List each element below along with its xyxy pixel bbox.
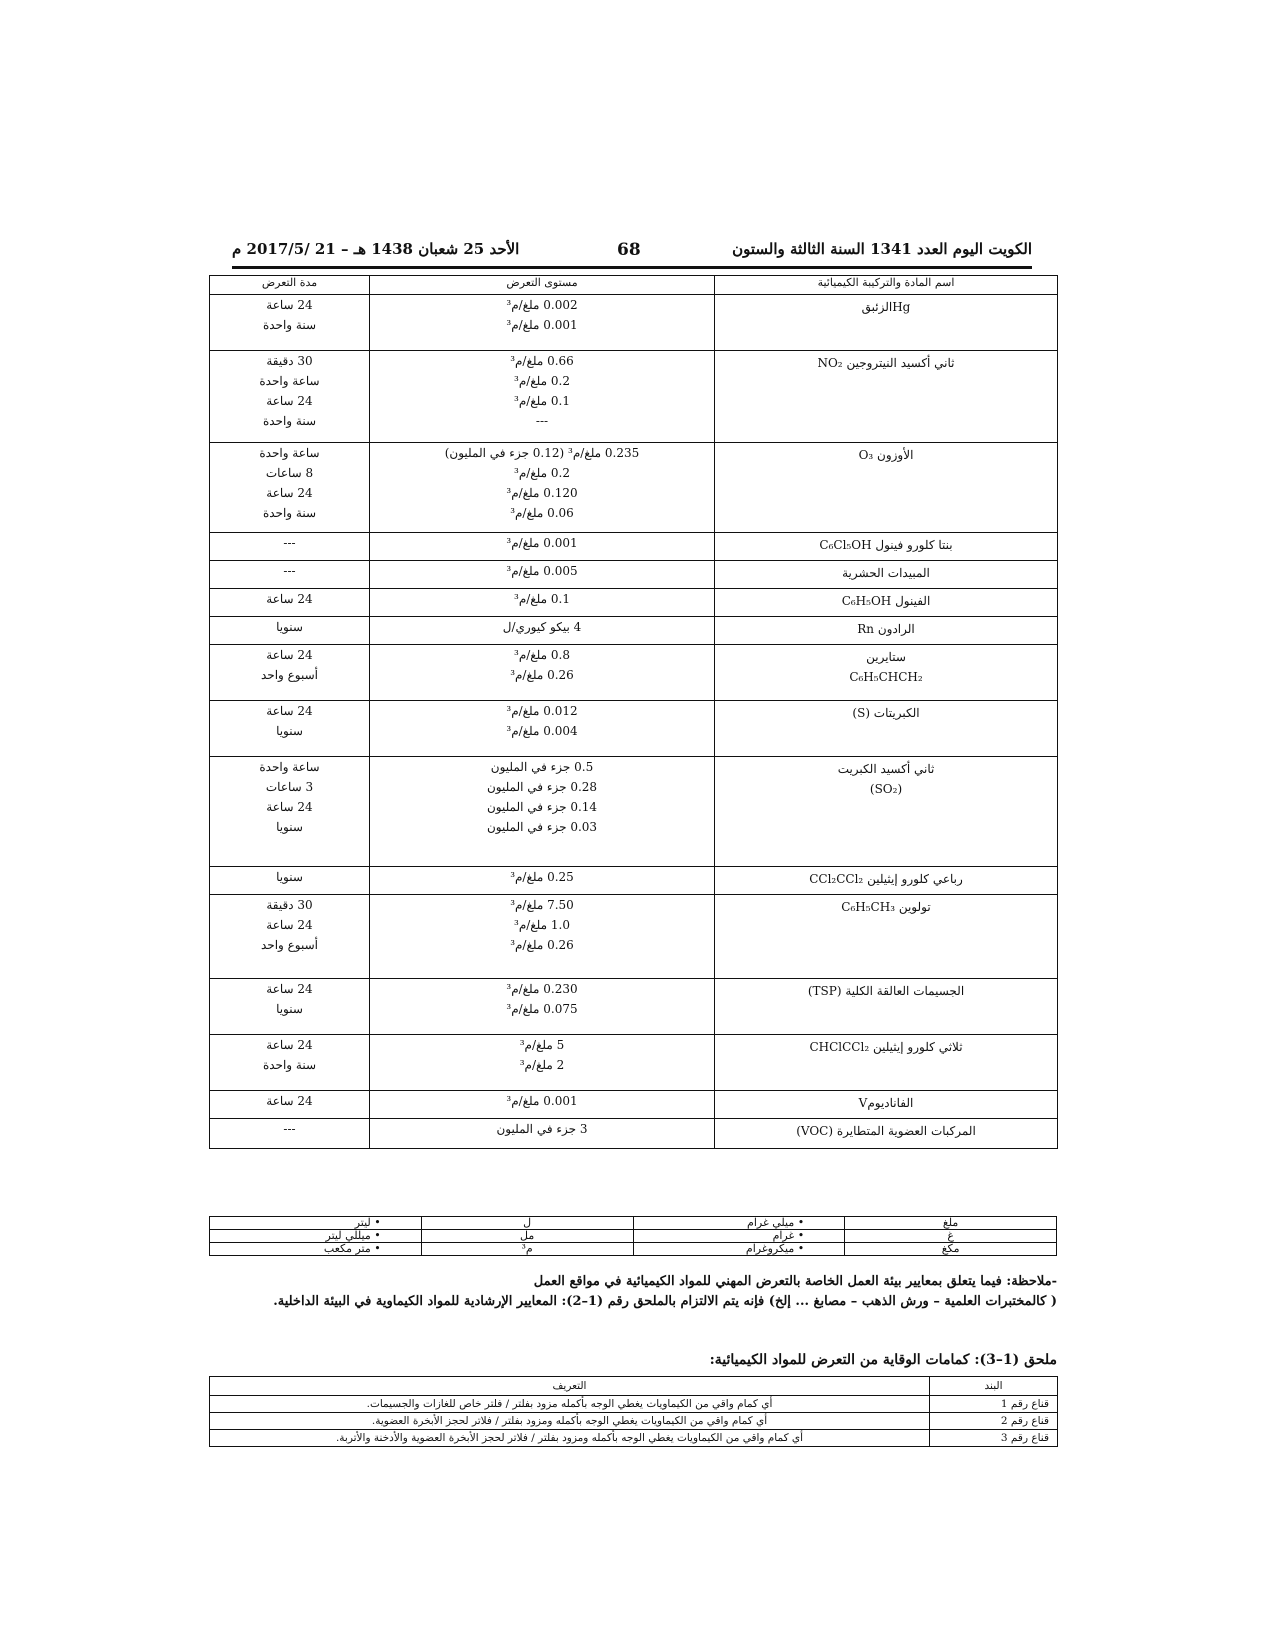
duration-cell	[210, 351, 370, 443]
level-cell-line: 0.8 ملغ/م³	[514, 648, 570, 662]
substance-cell	[715, 443, 1058, 533]
level-cell-line: 0.002 ملغ/م³	[506, 298, 578, 312]
substance-cell-line: الفينول C₆H₅OH	[841, 594, 931, 608]
substance-cell-line: ثاني أكسيد النيتروجين NO₂	[817, 356, 955, 370]
units-row	[210, 1243, 1057, 1256]
header-item: البند	[930, 1377, 1058, 1396]
substance-cell-line: رباعي كلورو إيثيلين CCl₂CCl₂	[809, 872, 963, 886]
substance-cell-line: Hgالزئبق	[861, 300, 911, 314]
level-cell	[370, 351, 715, 443]
duration-cell-line: 3 ساعات	[265, 780, 314, 794]
table-body	[210, 295, 1058, 1149]
level-cell-line: 0.001 ملغ/م³	[506, 536, 578, 550]
duration-cell-line: سنويا	[276, 820, 303, 834]
level-cell-line: 0.012 ملغ/م³	[506, 704, 578, 718]
duration-cell	[210, 701, 370, 757]
mask-definition: أي كمام واقي من الكيماويات يغطي الوجه بأكمله مزود بفلتر / فلتر خاص للغازات والجسيمات.	[210, 1396, 930, 1413]
table-row	[210, 533, 1058, 561]
unit-meaning: • متر مكعب	[210, 1243, 422, 1256]
level-cell-line: 7.50 ملغ/م³	[510, 898, 574, 912]
level-cell-line: 0.26 ملغ/م³	[510, 938, 574, 952]
level-cell	[370, 701, 715, 757]
page-header	[232, 236, 1032, 269]
duration-cell-line: 24 ساعة	[266, 918, 313, 932]
level-cell-line: 4 بيكو كيوري/ل	[502, 620, 582, 634]
page-number: 68	[617, 240, 641, 260]
duration-cell	[210, 589, 370, 617]
duration-cell	[210, 1091, 370, 1119]
level-cell-line: 0.1 ملغ/م³	[514, 592, 570, 606]
duration-cell-line: ---	[283, 1122, 296, 1136]
level-cell-line: 5 ملغ/م³	[519, 1038, 565, 1052]
level-cell-line: 0.2 ملغ/م³	[514, 374, 570, 388]
table-row	[210, 867, 1058, 895]
table-row	[210, 443, 1058, 533]
level-cell	[370, 295, 715, 351]
duration-cell-line: أسبوع واحد	[260, 668, 319, 682]
duration-cell-line: أسبوع واحد	[260, 938, 319, 952]
level-cell	[370, 589, 715, 617]
substance-cell	[715, 589, 1058, 617]
mask-item: قناع رقم 3	[930, 1430, 1058, 1447]
level-cell	[370, 561, 715, 589]
annex-title: ملحق (1–3): كمامات الوقاية من التعرض للمواد الكيميائية:	[709, 1352, 1057, 1368]
unit-meaning: • ميكروغرام	[633, 1243, 845, 1256]
table-row	[210, 589, 1058, 617]
duration-cell-line: 24 ساعة	[266, 704, 313, 718]
level-cell-line: 1.0 ملغ/م³	[514, 918, 570, 932]
level-cell	[370, 533, 715, 561]
table-row	[210, 1035, 1058, 1091]
level-cell	[370, 1119, 715, 1149]
note-line-2: ( كالمختبرات العلمية – ورش الذهب – مصابغ ... إلخ) فإنه يتم الالتزام بالملحق رقم (1–2): المعايير الإرشادية للمواد الكيماوية في البيئة الداخلية.	[273, 1294, 1057, 1309]
mask-row	[210, 1430, 1058, 1447]
unit-meaning: • ليتر	[210, 1217, 422, 1230]
masks-header-row	[210, 1377, 1058, 1396]
substance-cell	[715, 757, 1058, 867]
duration-cell-line: سنة واحدة	[262, 414, 317, 428]
duration-cell	[210, 979, 370, 1035]
duration-cell-line: 24 ساعة	[266, 1038, 313, 1052]
level-cell-line: 0.26 ملغ/م³	[510, 668, 574, 682]
issue-date: الأحد 25 شعبان 1438 هـ – 21 /2017/5 م	[232, 240, 520, 258]
substance-cell-line: ستايرين	[866, 650, 906, 664]
note-line-1: -ملاحظة: فيما يتعلق بمعايير بيئة العمل الخاصة بالتعرض المهني للمواد الكيميائية في مواقع العمل	[533, 1274, 1057, 1289]
level-cell-line: 0.230 ملغ/م³	[506, 982, 578, 996]
substance-cell-line: الكبريتات (S)	[852, 706, 920, 720]
level-cell-line: 2 ملغ/م³	[519, 1058, 565, 1072]
duration-cell-line: سنة واحدة	[262, 1058, 317, 1072]
table-row	[210, 561, 1058, 589]
substance-cell	[715, 617, 1058, 645]
duration-cell-line: سنة واحدة	[262, 318, 317, 332]
duration-cell	[210, 533, 370, 561]
substance-cell	[715, 979, 1058, 1035]
substance-cell	[715, 895, 1058, 979]
level-cell-line: 0.1 ملغ/م³	[514, 394, 570, 408]
duration-cell	[210, 1119, 370, 1149]
level-cell	[370, 867, 715, 895]
substance-cell	[715, 1119, 1058, 1149]
duration-cell-line: 8 ساعات	[265, 466, 314, 480]
note-block	[209, 1272, 1057, 1312]
header-level: مستوى التعرض	[370, 276, 715, 295]
table-row	[210, 895, 1058, 979]
level-cell	[370, 979, 715, 1035]
substance-cell-line: المبيدات الحشرية	[842, 566, 930, 580]
level-cell	[370, 757, 715, 867]
duration-cell-line: 30 دقيقة	[266, 898, 313, 912]
substance-cell-line: بنتا كلورو فينول C₆Cl₅OH	[819, 538, 953, 552]
duration-cell	[210, 895, 370, 979]
header-definition: التعريف	[210, 1377, 930, 1396]
level-cell	[370, 895, 715, 979]
table-row	[210, 295, 1058, 351]
unit-meaning: • غرام	[633, 1230, 845, 1243]
level-cell-line: 0.66 ملغ/م³	[510, 354, 574, 368]
masks-table	[209, 1376, 1058, 1447]
duration-cell	[210, 645, 370, 701]
table-row	[210, 979, 1058, 1035]
substance-cell-line: ثلاثي كلورو إيثيلين CHClCCl₂	[809, 1040, 963, 1054]
substance-cell	[715, 645, 1058, 701]
duration-cell	[210, 443, 370, 533]
units-row	[210, 1230, 1057, 1243]
substance-cell-line: C₆H₅CHCH₂	[849, 670, 923, 684]
level-cell-line: 0.06 ملغ/م³	[510, 506, 574, 520]
duration-cell-line: ساعة واحدة	[259, 374, 320, 388]
table-row	[210, 351, 1058, 443]
table-row	[210, 757, 1058, 867]
units-row	[210, 1217, 1057, 1230]
table-row	[210, 1119, 1058, 1149]
table-row	[210, 645, 1058, 701]
substance-cell-line: ثاني أكسيد الكبريت	[837, 762, 935, 776]
unit-abbreviation: مكغ	[845, 1243, 1057, 1256]
duration-cell-line: 24 ساعة	[266, 800, 313, 814]
substance-cell	[715, 533, 1058, 561]
duration-cell	[210, 561, 370, 589]
duration-cell-line: 24 ساعة	[266, 486, 313, 500]
mask-item: قناع رقم 2	[930, 1413, 1058, 1430]
substance-cell-line: الأوزون O₃	[858, 448, 914, 462]
journal-title: الكويت اليوم العدد 1341 السنة الثالثة والستون	[732, 240, 1032, 258]
substance-cell	[715, 561, 1058, 589]
header-duration: مدة التعرض	[210, 276, 370, 295]
substance-cell	[715, 295, 1058, 351]
duration-cell-line: 24 ساعة	[266, 648, 313, 662]
level-cell	[370, 617, 715, 645]
table-row	[210, 1091, 1058, 1119]
duration-cell-line: سنويا	[276, 1002, 303, 1016]
duration-cell-line: 24 ساعة	[266, 394, 313, 408]
level-cell-line: 0.001 ملغ/م³	[506, 1094, 578, 1108]
substance-cell	[715, 1091, 1058, 1119]
duration-cell-line: سنويا	[276, 724, 303, 738]
level-cell	[370, 443, 715, 533]
level-cell-line: 0.004 ملغ/م³	[506, 724, 578, 738]
duration-cell-line: ساعة واحدة	[259, 760, 320, 774]
level-cell-line: ---	[535, 414, 549, 428]
unit-abbreviation: ملغ	[845, 1217, 1057, 1230]
unit-abbreviation: غ	[845, 1230, 1057, 1243]
level-cell-line: 0.5 جزء في المليون	[490, 760, 594, 774]
duration-cell-line: ---	[283, 564, 296, 578]
duration-cell	[210, 295, 370, 351]
duration-cell-line: 24 ساعة	[266, 982, 313, 996]
level-cell	[370, 1035, 715, 1091]
duration-cell-line: 24 ساعة	[266, 592, 313, 606]
table-row	[210, 701, 1058, 757]
unit-meaning: • ميلي غرام	[633, 1217, 845, 1230]
level-cell	[370, 1091, 715, 1119]
exposure-limits-table	[209, 275, 1058, 1149]
level-cell-line: 0.120 ملغ/م³	[506, 486, 578, 500]
level-cell-line: 0.25 ملغ/م³	[510, 870, 574, 884]
table-row	[210, 617, 1058, 645]
duration-cell-line: سنويا	[276, 870, 303, 884]
duration-cell-line: 24 ساعة	[266, 298, 313, 312]
level-cell-line: 0.14 جزء في المليون	[486, 800, 598, 814]
level-cell-line: 0.005 ملغ/م³	[506, 564, 578, 578]
unit-abbreviation: م³	[421, 1243, 633, 1256]
header-substance: اسم المادة والتركيبة الكيميائية	[715, 276, 1058, 295]
duration-cell-line: 30 دقيقة	[266, 354, 313, 368]
substance-cell-line: (SO₂)	[869, 782, 903, 796]
substance-cell	[715, 1035, 1058, 1091]
substance-cell-line: الفاناديومV	[858, 1096, 914, 1110]
level-cell-line: 0.2 ملغ/م³	[514, 466, 570, 480]
substance-cell-line: الجسيمات العالقة الكلية (TSP)	[807, 984, 965, 998]
duration-cell	[210, 1035, 370, 1091]
level-cell-line: 3 جزء في المليون	[496, 1122, 588, 1136]
mask-item: قناع رقم 1	[930, 1396, 1058, 1413]
substance-cell-line: المركبات العضوية المتطايرة (VOC)	[796, 1124, 976, 1138]
duration-cell-line: سنة واحدة	[262, 506, 317, 520]
table-header-row	[210, 276, 1058, 295]
units-legend-table	[209, 1216, 1057, 1256]
level-cell	[370, 645, 715, 701]
duration-cell-line: 24 ساعة	[266, 1094, 313, 1108]
mask-definition: أي كمام واقي من الكيماويات يغطي الوجه بأكمله ومزود بفلتر / فلاتر لحجز الأبخرة العضوية.	[210, 1413, 930, 1430]
unit-abbreviation: مل	[421, 1230, 633, 1243]
mask-row	[210, 1413, 1058, 1430]
substance-cell-line: الرادون Rn	[857, 622, 915, 636]
unit-abbreviation: ل	[421, 1217, 633, 1230]
duration-cell-line: ساعة واحدة	[259, 446, 320, 460]
level-cell-line: 0.28 جزء في المليون	[486, 780, 598, 794]
substance-cell	[715, 351, 1058, 443]
substance-cell	[715, 701, 1058, 757]
duration-cell-line: ---	[283, 536, 296, 550]
duration-cell	[210, 867, 370, 895]
substance-cell-line: تولوين C₆H₅CH₃	[841, 900, 931, 914]
level-cell-line: 0.03 جزء في المليون	[486, 820, 598, 834]
substance-cell	[715, 867, 1058, 895]
level-cell-line: 0.075 ملغ/م³	[506, 1002, 578, 1016]
duration-cell	[210, 617, 370, 645]
duration-cell-line: سنويا	[276, 620, 303, 634]
level-cell-line: 0.235 ملغ/م³ (0.12 جزء في المليون)	[444, 446, 640, 460]
unit-meaning: • ميللي ليتر	[210, 1230, 422, 1243]
mask-definition: أي كمام واقي من الكيماويات يغطي الوجه بأكمله ومزود بفلتر / فلاتر لحجز الأبخرة العضوية والأدخنة والأتربة.	[210, 1430, 930, 1447]
level-cell-line: 0.001 ملغ/م³	[506, 318, 578, 332]
duration-cell	[210, 757, 370, 867]
mask-row	[210, 1396, 1058, 1413]
